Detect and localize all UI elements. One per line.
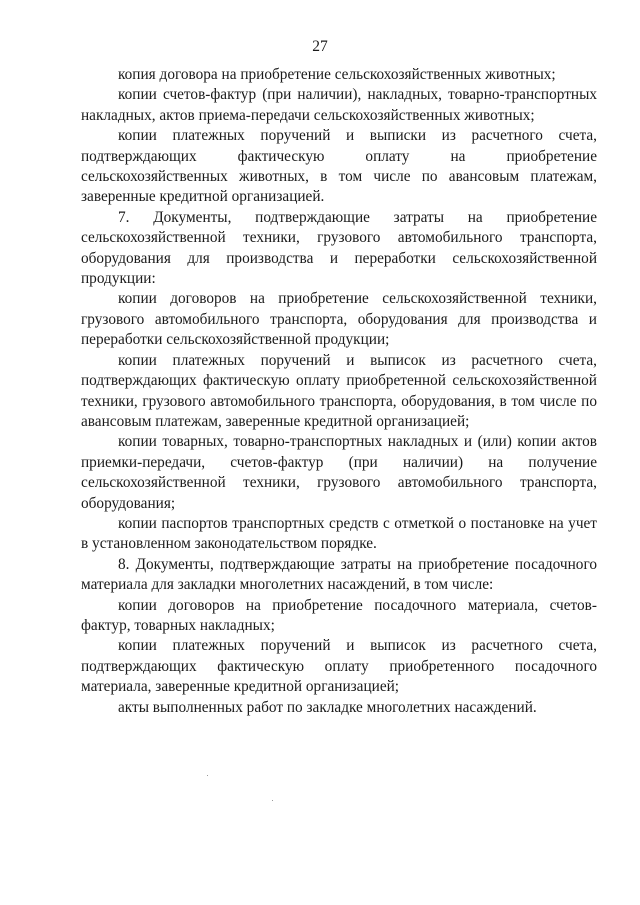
page-number: 27	[312, 38, 328, 55]
scan-speck	[272, 800, 273, 801]
paragraph-animal-contract-copy: копия договора на приобретение сельскохозяйственных животных;	[118, 66, 556, 83]
paragraph-equipment-payment-orders: копии платежных поручений и выписок из расчетного счета, подтверждающих фактическую оплату приобретенной сельскохозяйственной техники, грузового автомобильного транспорта, оборудования, в том числе по авансовым платежам, заверенные кредитной организацией;	[81, 351, 597, 430]
paragraph-animal-payment-orders: копии платежных поручений и выписки из расчетного счета, подтверждающих фактическую оплату на приобретение сельскохозяйственных животных, в том числе по авансовым платежам, заверенные кредитной организацией.	[81, 127, 597, 206]
scan-speck	[207, 775, 208, 776]
paragraph-vehicle-passports: копии паспортов транспортных средств с отметкой о постановке на учет в установленном законодательством порядке.	[81, 514, 597, 553]
paragraph-animal-invoices: копии счетов-фактур (при наличии), накладных, товарно-транспортных накладных, актов приема-передачи сельскохозяйственных животных;	[81, 86, 597, 124]
paragraph-planting-payment-orders: копии платежных поручений и выписок из расчетного счета, подтверждающих фактическую оплату приобретенного посадочного материала, заверенные кредитной организацией;	[81, 637, 597, 696]
paragraph-section-7-heading: 7. Документы, подтверждающие затраты на приобретение сельскохозяйственной техники, грузового автомобильного транспорта, оборудования для производства и переработки сельскохозяйственной продукции:	[81, 208, 597, 288]
document-body	[81, 65, 597, 718]
paragraph-section-8-heading: 8. Документы, подтверждающие затраты на приобретение посадочного материала для закладки многолетних насаждений, в том числе:	[81, 555, 597, 594]
paragraph-equipment-contracts: копии договоров на приобретение сельскохозяйственной техники, грузового автомобильного транспорта, оборудования для производства и переработки сельскохозяйственной продукции;	[81, 290, 597, 349]
paragraph-planting-contracts: копии договоров на приобретение посадочного материала, счетов-фактур, товарных накладных;	[81, 596, 597, 634]
paragraph-equipment-waybills: копии товарных, товарно-транспортных накладных и (или) копии актов приемки-передачи, счетов-фактур (при наличии) на получение сельскохозяйственной техники, грузового автомобильного транспорта, оборудования;	[81, 433, 597, 512]
paragraph-planting-work-acts: акты выполненных работ по закладке многолетних насаждений.	[118, 698, 537, 716]
